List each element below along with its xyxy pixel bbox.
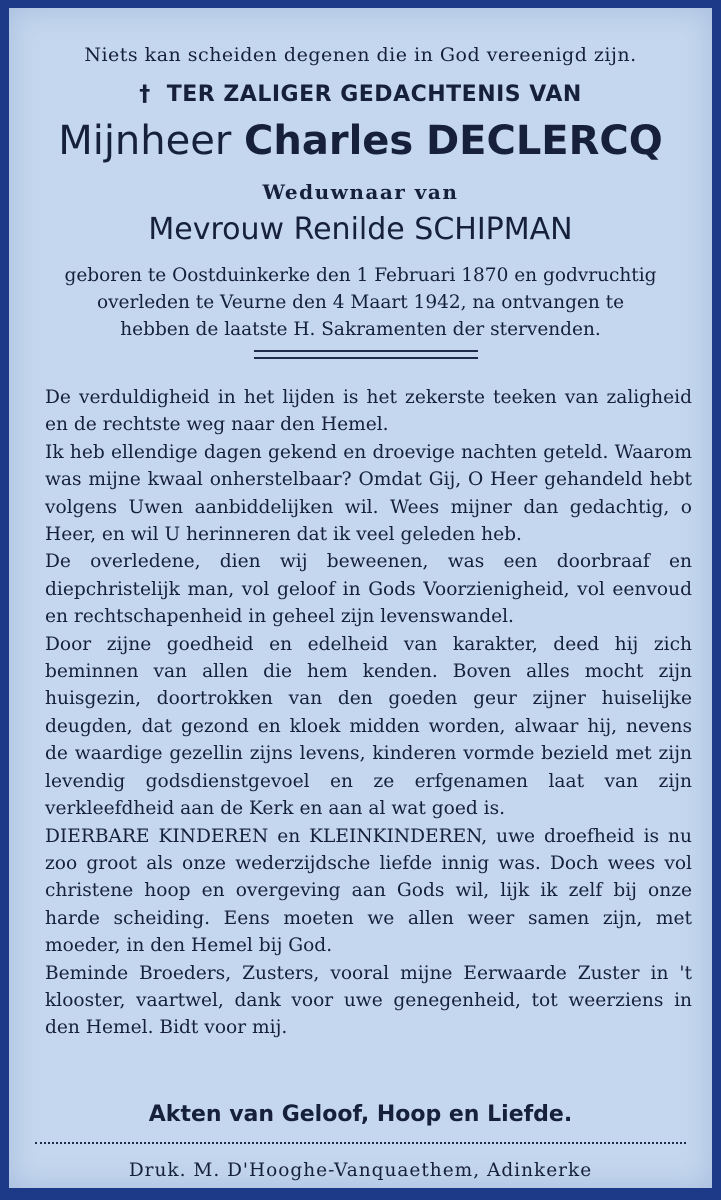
dotted-divider	[35, 1142, 686, 1144]
surname: DECLERCQ	[425, 118, 663, 164]
paragraph: Ik heb ellendige dagen gekend en droevige nachten geteld. Waarom was mijne kwaal onherstelbaar? Omdat Gij, O Heer gehandeld hebt volgens Uwen aanbiddelijken wil. Wees mijner dan gedachtig, o Heer, en wil U herinneren dat ik veel geleden heb.	[45, 441, 692, 546]
honorific: Mijnheer	[58, 118, 232, 164]
first-name: Charles	[244, 118, 414, 164]
life-line: hebben de laatste H. Sakramenten der stervenden.	[120, 319, 601, 340]
paragraph: DIERBARE KINDEREN en KLEINKINDEREN, uwe droefheid is nu zoo groot als onze wederzijdsche liefde innig was. Doch wees vol christene hoop en overgeving aan Gods wil, lijk ik zelf bij onze harde scheiding. Eens moeten we allen weer samen zijn, met moeder, in den Hemel bij God.	[45, 825, 692, 957]
deceased-name	[27, 118, 694, 164]
paragraph: Beminde Broeders, Zusters, vooral mijne Eerwaarde Zuster in 't klooster, vaartwel, dank voor uwe genegenheid, tot weerziens in den Hemel. Bidt voor mij.	[45, 962, 692, 1039]
cross-icon: †	[139, 82, 151, 107]
life-line: geboren te Oostduinkerke den 1 Februari 1870 en godvruchtig	[64, 265, 657, 286]
motto: Niets kan scheiden degenen die in God vereenigd zijn.	[84, 44, 637, 66]
paragraph: De verduldigheid in het lijden is het zekerste teeken van zaligheid en de rechtste weg naar den Hemel.	[45, 387, 692, 436]
memoriam-heading	[27, 82, 694, 107]
printer-credit: Druk. M. D'Hooghe-Vanquaethem, Adinkerke	[128, 1160, 593, 1181]
memorial-text	[45, 384, 692, 1042]
life-line: overleden te Veurne den 4 Maart 1942, na ontvangen te	[96, 292, 625, 313]
closing-prayer: Akten van Geloof, Hoop en Liefde.	[148, 1102, 573, 1127]
relation: Weduwnaar van	[262, 180, 459, 204]
paragraph: Door zijne goedheid en edelheid van karakter, deed hij zich beminnen van allen die hem kenden. Boven alles mocht zijn huisgezin, doortrokken van den goeden geur zijner huiselijke deugden, dat gezond en kloek midden worden, alwaar hij, nevens de waardige gezellin zijns levens, kinderen vormde bezield met zijn levendig godsdienstgevoel en ze erfgenamen laat van zijn verkleefdheid aan de Kerk en aan al wat goed is.	[45, 633, 692, 820]
spouse-name: Mevrouw Renilde SCHIPMAN	[148, 212, 573, 247]
memorial-card	[9, 8, 712, 1188]
paragraph: De overledene, dien wij beweenen, was een doorbraaf en diepchristelijk man, vol geloof in Gods Voorzienigheid, vol eenvoud en rechtschapenheid in geheel zijn levenswandel.	[45, 551, 692, 628]
life-dates	[27, 262, 694, 343]
ornamental-divider	[254, 350, 478, 364]
memoriam-text: TER ZALIGER GEDACHTENIS VAN	[166, 82, 582, 107]
